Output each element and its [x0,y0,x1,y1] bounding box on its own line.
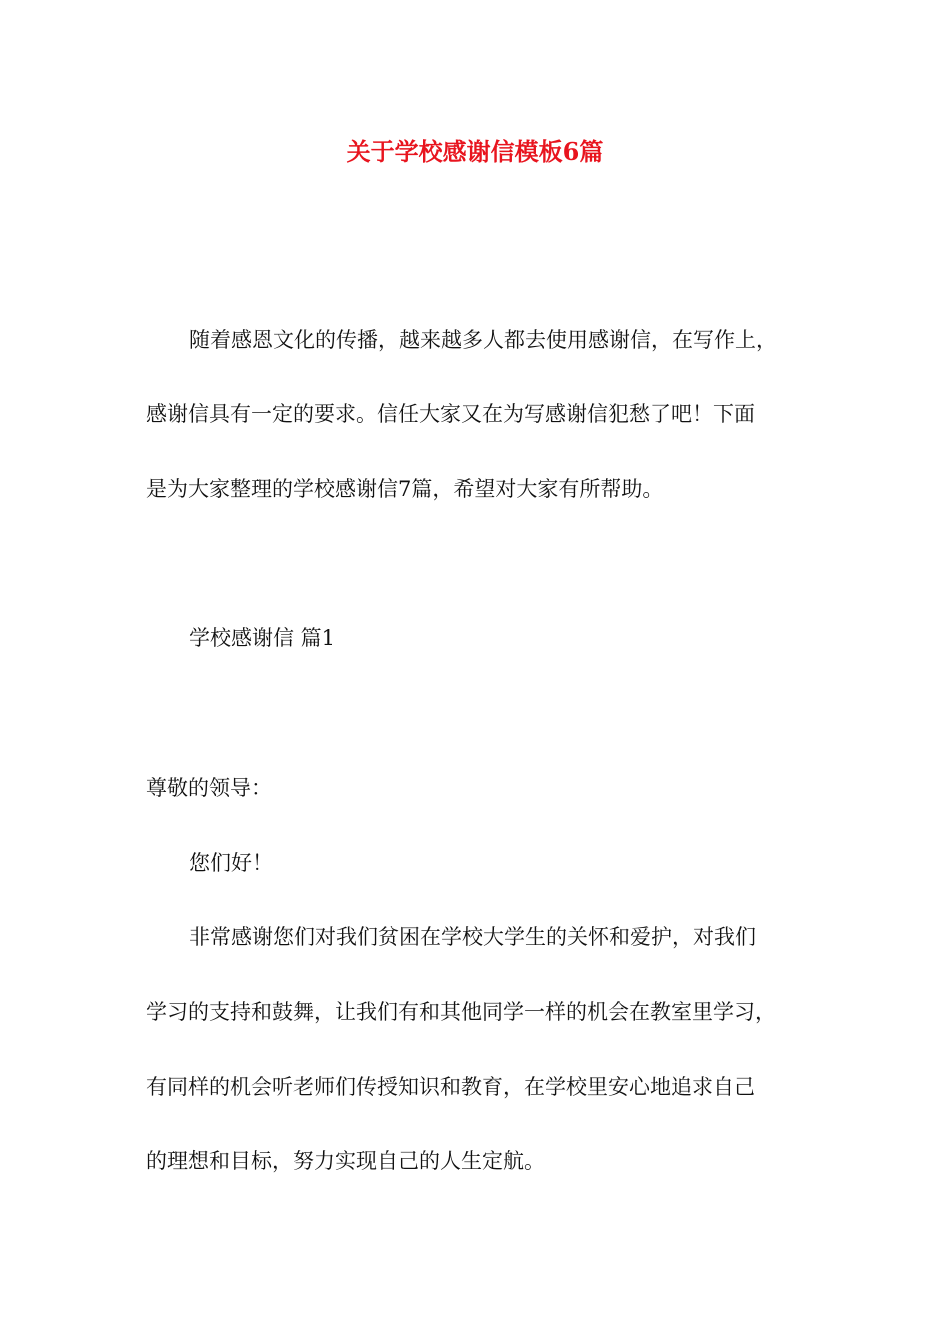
intro-line-2: 感谢信具有一定的要求。信任大家又在为写感谢信犯愁了吧！下面 [146,402,755,426]
intro-line-3: 是为大家整理的学校感谢信7篇，希望对大家有所帮助。 [146,477,664,501]
section-heading: 学校感谢信 篇1 [189,626,336,650]
body-line-2: 学习的支持和鼓舞，让我们有和其他同学一样的机会在教室里学习， [146,1000,776,1024]
greeting: 您们好！ [189,851,273,875]
body-line-1: 非常感谢您们对我们贫困在学校大学生的关怀和爱护，对我们 [189,925,756,949]
salutation: 尊敬的领导： [146,776,272,800]
body-line-4: 的理想和目标，努力实现自己的人生定航。 [146,1149,545,1173]
body-line-3: 有同样的机会听老师们传授知识和教育，在学校里安心地追求自己 [146,1075,755,1099]
intro-line-1: 随着感恩文化的传播，越来越多人都去使用感谢信，在写作上， [189,328,777,352]
document-title: 关于学校感谢信模板6篇 [346,137,604,166]
